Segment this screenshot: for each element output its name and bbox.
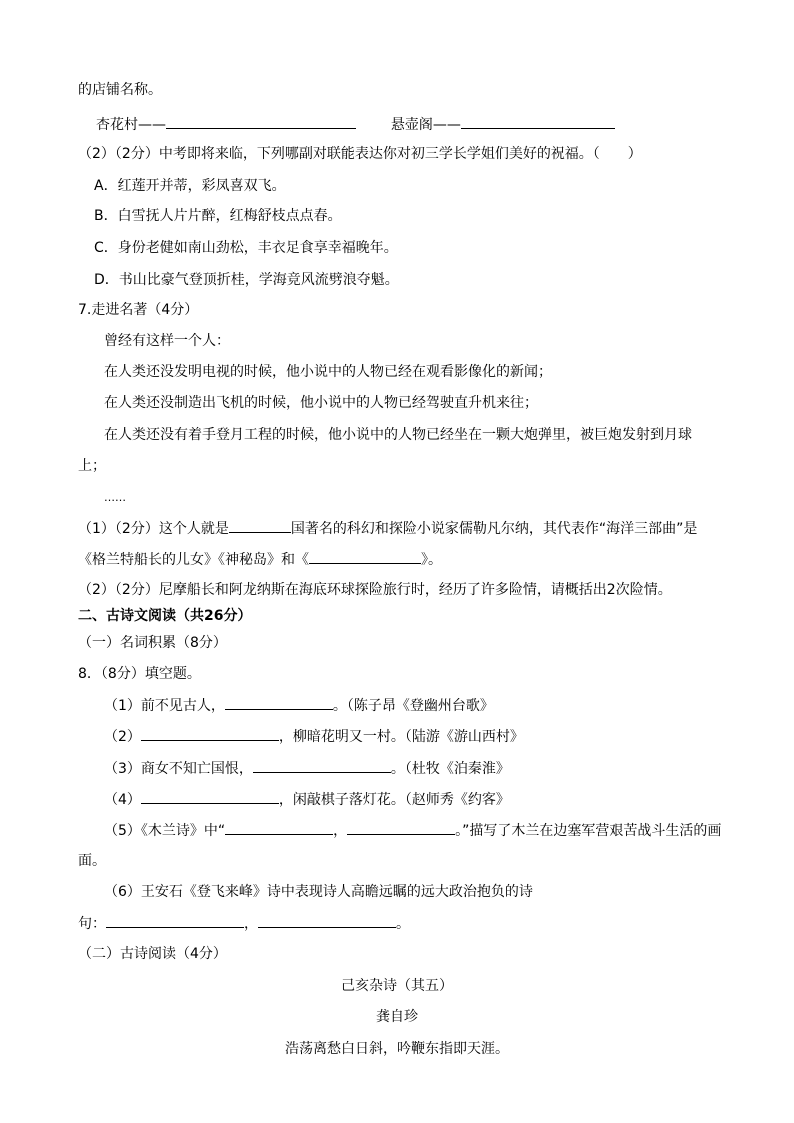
q8-item-1-text-a: （1）前不见古人， (104, 698, 225, 714)
q8-item-2-text-a: （2） (104, 729, 141, 745)
q8-item-5-blank-1[interactable] (225, 820, 333, 835)
q8-item-3 (104, 758, 510, 779)
q7-ellipsis: …… (104, 491, 126, 504)
q7-sub1-text-c: 《格兰特船长的儿女》《神秘岛》和《 (78, 552, 309, 568)
q8-item-5-text-b: ， (333, 823, 348, 839)
q8-item-6-text-d: 。 (396, 916, 410, 932)
poem-author: 龚自珍 (376, 1009, 418, 1025)
poem-title: 己亥杂诗（其五） (341, 978, 453, 994)
q8-item-3-text-a: （3）商女不知亡国恨， (104, 761, 253, 777)
q6-shop-b-label: 悬壶阁—— (390, 117, 461, 133)
q8-title: 8．（8分）填空题。 (78, 666, 201, 682)
q6-2-option-a: A．红莲开并蒂，彩凤喜双飞。 (94, 178, 286, 194)
section2-title: 二、古诗文阅读（共26分） (78, 608, 252, 624)
q6-2-option-c: C．身份老健如南山劲松，丰衣足食享幸福晚年。 (94, 240, 398, 256)
q8-item-5-blank-2[interactable] (347, 820, 455, 835)
q7-para-3: 在人类还没制造出飞机的时候，他小说中的人物已经驾驶直升机来往； (104, 395, 538, 411)
q8-item-5-text-c: 。”描写了木兰在边塞军营艰苦战斗生活的画 (455, 823, 722, 839)
q7-sub1-line1 (78, 518, 697, 539)
q7-sub1-book-blank[interactable] (309, 549, 421, 564)
q8-item-6-blank-1[interactable] (106, 913, 244, 928)
q8-item-3-blank[interactable] (253, 758, 391, 773)
q7-para-4: 在人类还没有着手登月工程的时候，他小说中的人物已经坐在一颗大炮弹里，被巨炮发射到月球 (104, 427, 692, 443)
q8-item-6-text-b: 句： (78, 916, 106, 932)
section2-part1-title: （一）名词积累（8分） (78, 635, 227, 651)
q8-item-4 (104, 789, 510, 810)
q7-sub1-line2 (78, 549, 442, 570)
q8-item-2-blank[interactable] (141, 726, 279, 741)
q7-title: 7.走进名著（4分） (78, 302, 199, 318)
q7-sub1-text-b: 国著名的科幻和探险小说家儒勒凡尔纳，其代表作“海洋三部曲”是 (290, 521, 698, 537)
q8-item-5 (104, 820, 721, 841)
q8-item-6-text-c: ， (244, 916, 258, 932)
q7-para-5: 上； (78, 458, 106, 474)
q8-item-5-cont: 面。 (78, 853, 106, 869)
q8-item-4-text-b: ，闲敲棋子落灯花。（赵师秀《约客》 (278, 792, 510, 808)
q8-item-6-cont (78, 913, 410, 934)
q8-item-2 (104, 726, 524, 747)
q7-para-1: 曾经有这样一个人： (104, 333, 230, 349)
q8-item-6: （6）王安石《登飞来峰》诗中表现诗人高瞻远瞩的远大政治抱负的诗 (104, 884, 533, 900)
q8-item-3-text-b: 。（杜牧《泊秦淮》 (390, 761, 510, 777)
q6-shop-line (96, 114, 615, 135)
q7-para-2: 在人类还没发明电视的时候，他小说中的人物已经在观看影像化的新闻； (104, 364, 552, 380)
q6-2-option-b: B．白雪抚人片片醉，红梅舒枝点点春。 (94, 208, 342, 224)
poem-line-1: 浩荡离愁白日斜，吟鞭东指即天涯。 (285, 1041, 509, 1057)
q7-sub1-text-a: （1）（2分）这个人就是 (78, 521, 229, 537)
q8-item-6-blank-2[interactable] (258, 913, 396, 928)
q8-item-1 (104, 695, 494, 716)
q8-item-2-text-b: ，柳暗花明又一村。（陆游《游山西村》 (278, 729, 524, 745)
q8-item-5-text-a: （5）《木兰诗》中“ (104, 823, 226, 839)
q6-2-option-d: D．书山比豪气登顶折桂，学海竞风流劈浪夺魁。 (94, 272, 399, 288)
q7-sub1-country-blank[interactable] (229, 518, 291, 533)
q8-item-4-blank[interactable] (141, 789, 279, 804)
q8-item-4-text-a: （4） (104, 792, 141, 808)
q6-shop-a-blank[interactable] (166, 114, 356, 129)
q8-item-1-text-b: 。（陈子昂《登幽州台歌》 (332, 698, 494, 714)
q6-2-stem: （2）（2分）中考即将来临，下列哪副对联能表达你对初三学长学姐们美好的祝福。（ ） (78, 146, 642, 162)
q8-item-1-blank[interactable] (225, 695, 333, 710)
q6-shop-a-label: 杏花村—— (96, 117, 166, 133)
section2-part2-title: （二）古诗阅读（4分） (78, 946, 227, 962)
q7-sub2: （2）（2分）尼摩船长和阿龙纳斯在海底环球探险旅行时，经历了许多险情，请概括出2次险情。 (78, 582, 672, 598)
q6-shop-b-blank[interactable] (461, 114, 615, 129)
q7-sub1-text-d: 》。 (421, 552, 442, 568)
q6-tail-text: 的店铺名称。 (78, 82, 162, 98)
